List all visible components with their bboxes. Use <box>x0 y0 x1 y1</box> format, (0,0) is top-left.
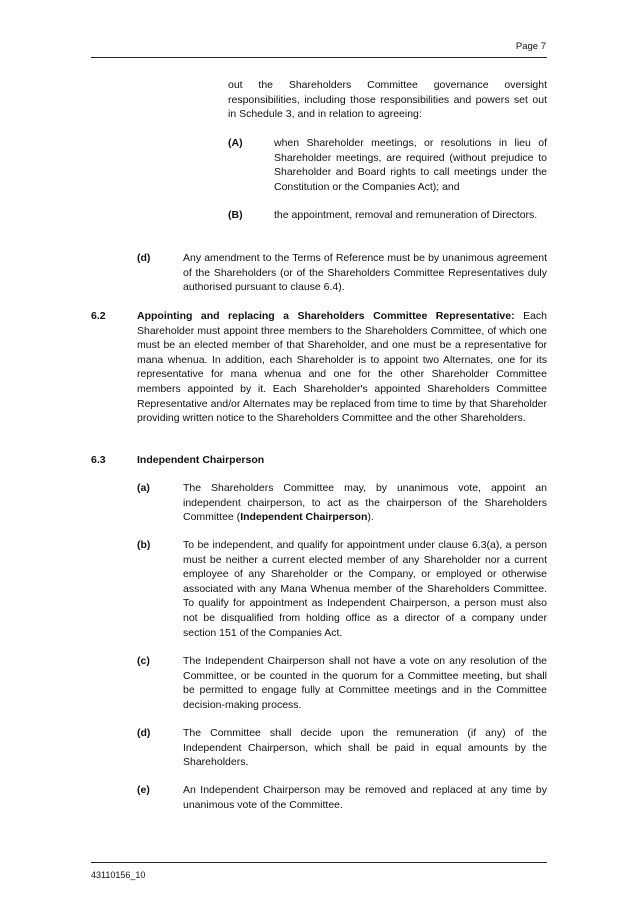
clause-6-2-heading: Appointing and replacing a Shareholders Committee Representative: <box>137 310 515 322</box>
item-d-text: Any amendment to the Terms of Reference must be by unanimous agreement of the Shareholders (or of the Shareholders Committee Representatives duly authorised pursuant to clause 6.4). <box>183 252 547 294</box>
page-number: Page 7 <box>515 41 546 52</box>
sub-item-B-text: the appointment, removal and remuneration of Directors. <box>274 209 538 221</box>
item-6-3-c-label: (c) <box>137 655 150 667</box>
clause-6-3-heading: Independent Chairperson <box>137 454 265 466</box>
header-rule <box>91 57 547 58</box>
document-id: 43110156_10 <box>91 870 146 880</box>
defined-term-independent-chairperson: Independent Chairperson <box>240 511 368 524</box>
sub-item-B-label: (B) <box>228 209 243 221</box>
item-6-3-e-label: (e) <box>137 784 150 796</box>
continuation-paragraph: out the Shareholders Committee governance oversight responsibilities, including those responsibilities and powers set out in Schedule 3, and in relation to agreeing: <box>228 79 547 121</box>
item-6-3-a-text-after: ). <box>367 511 374 524</box>
item-6-3-a-label: (a) <box>137 482 150 494</box>
item-6-3-d-label: (d) <box>137 727 151 739</box>
item-6-3-c-text: The Independent Chairperson shall not have a vote on any resolution of the Committee, or be counted in the quorum for a Committee meeting, but shall be permitted to engage fully at Committee meetings and in the Committee decision-making process. <box>183 655 547 711</box>
item-d-label: (d) <box>137 252 151 264</box>
footer-rule <box>91 862 547 863</box>
item-6-3-a-text <box>183 481 547 525</box>
clause-6-2-number: 6.2 <box>91 310 106 322</box>
item-6-3-b-label: (b) <box>137 539 151 551</box>
item-6-3-e-text: An Independent Chairperson may be removed and replaced at any time by unanimous vote of the Committee. <box>183 784 547 811</box>
sub-item-A-label: (A) <box>228 137 243 149</box>
clause-6-2-text: Each Shareholder must appoint three members to the Shareholders Committee, of which one must be an elected member of that Shareholder, and one must be a representative for mana whenua. In addition, each Shareholder is to appoint two Alternates, one for its representative for mana whenua and one for the other Shareholder Committee members appointed by it. Each Shareholder's appointed Shareholders Committee Representative and/or Alternates may be replaced from time to time by that Shareholder providing written notice to the Shareholders Committee and the other Shareholders. <box>137 310 548 425</box>
clause-6-3-number: 6.3 <box>91 454 106 466</box>
item-6-3-d-text: The Committee shall decide upon the remuneration (if any) of the Independent Chairperson, which shall be paid in equal amounts by the Shareholders. <box>183 727 547 769</box>
item-6-3-b-text: To be independent, and qualify for appointment under clause 6.3(a), a person must be neither a current elected member of any Shareholder nor a current employee of any Shareholder or the Company, or employed or otherwise associated with any Mana Whenua member of the Shareholders Committee. To qualify for appointment as Independent Chairperson, a person must also not be disqualified from holding office as a director of a company under section 151 of the Companies Act. <box>183 539 547 639</box>
item-6-3-a-text-before: The Shareholders Committee may, by unanimous vote, appoint an independent chairperson, to act as the chairperson of the Shareholders Committee ( <box>183 482 547 524</box>
clause-6-2-paragraph <box>137 309 547 426</box>
sub-item-A-text: when Shareholder meetings, or resolutions in lieu of Shareholder meetings, are required (without prejudice to Shareholder and Board rights to call meetings under the Constitution or the Companies Act); and <box>274 137 547 193</box>
